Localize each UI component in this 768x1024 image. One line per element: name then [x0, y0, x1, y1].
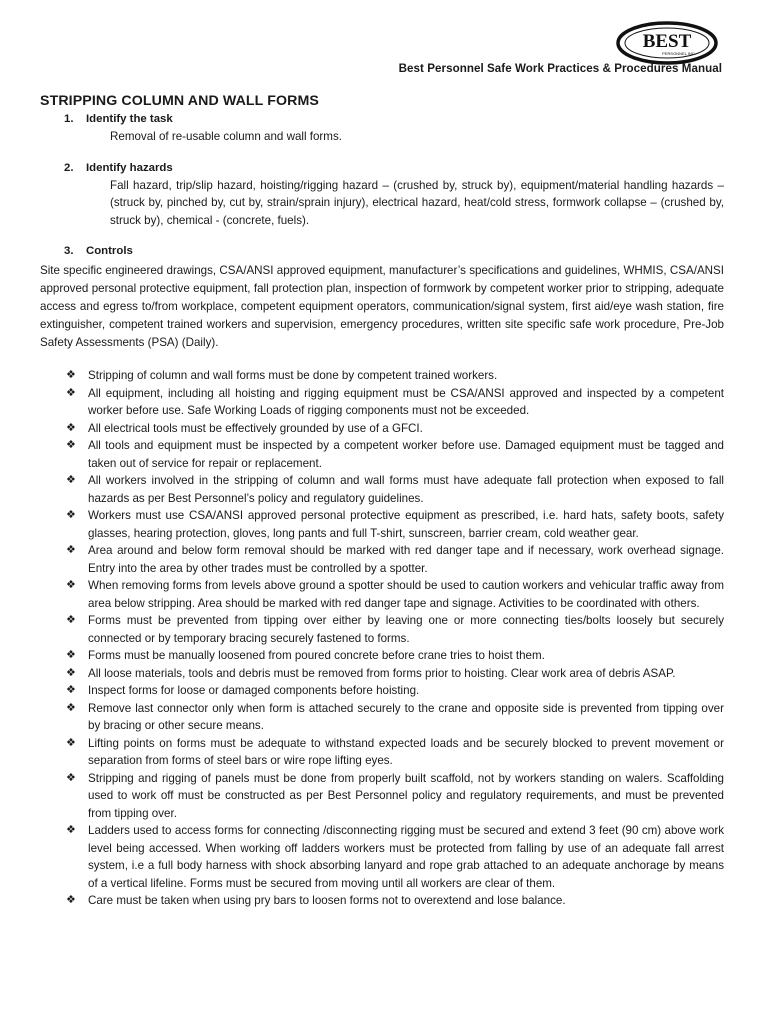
- diamond-bullet-icon: ❖: [66, 421, 76, 434]
- page-title: STRIPPING COLUMN AND WALL FORMS: [40, 93, 319, 109]
- section-heading: [40, 243, 724, 260]
- list-item-text: All workers involved in the stripping of column and wall forms must have adequate fall protection when exposed to fall hazards as per Best Personnel’s policy and regulatory guidelines.: [88, 474, 724, 505]
- diamond-bullet-icon: ❖: [66, 439, 76, 452]
- section-body: Removal of re-usable column and wall forms.: [110, 130, 342, 143]
- section-body: Fall hazard, trip/slip hazard, hoisting/rigging hazard – (crushed by, struck by), equipment/material handling hazards –(struck by, pinched by, cut by, strain/sprain injury), electrical hazard, heat/cold stress, formwork collapse – (crushed by, struck by), chemical - (concrete, fuels).: [110, 178, 724, 227]
- diamond-bullet-icon: ❖: [66, 824, 76, 837]
- diamond-bullet-icon: ❖: [66, 771, 76, 784]
- list-item-text: Workers must use CSA/ANSI approved personal protective equipment as prescribed, i.e. hard hats, safety boots, safety glasses, hearing protection, gloves, long pants and full T-shirt, sunscreen, barrier cream, cold weather gear.: [88, 509, 724, 540]
- list-item: [40, 665, 724, 683]
- list-item: [40, 385, 724, 420]
- list-item-text: Remove last connector only when form is attached securely to the crane and opposite side is prevented from tipping over by bracing or other secure means.: [88, 701, 724, 733]
- diamond-bullet-icon: ❖: [66, 649, 76, 662]
- list-item: [40, 420, 724, 438]
- list-item: [40, 700, 724, 735]
- logo-subtext: PERSONNEL INC.: [662, 51, 696, 56]
- section-heading: [40, 160, 724, 177]
- list-item-text: Ladders used to access forms for connecting /disconnecting rigging must be secured and extend 3 feet (90 cm) above work level being accessed. When working off ladders workers must be protected from falling by use of an adequate fall arrest system, i.e a full body harness with shock absorbing lanyard and rope grab attached to an adequate anchorage by means of a vertical lifeline. Forms must be secured from moving until all workers are clear of them.: [88, 824, 724, 890]
- section-controls: [40, 243, 724, 352]
- list-item: [40, 542, 724, 577]
- document-content: [40, 93, 724, 910]
- manual-title: Best Personnel Safe Work Practices & Procedures Manual: [398, 62, 722, 75]
- diamond-bullet-icon: ❖: [66, 736, 76, 749]
- company-logo: [615, 20, 719, 66]
- section-heading: [40, 111, 724, 128]
- diamond-bullet-icon: ❖: [66, 544, 76, 557]
- list-item: [40, 682, 724, 700]
- list-item-text: Lifting points on forms must be adequate to withstand expected loads and be securely blocked to prevent movement or separation from forms of steel bars or wire rope lifting eyes.: [88, 736, 724, 768]
- section-heading-text: Identify hazards: [86, 161, 173, 174]
- section-number: 2.: [64, 161, 74, 174]
- controls-body: Site specific engineered drawings, CSA/ANSI approved equipment, manufacturer’s specifications and guidelines, WHMIS, CSA/ANSI approved personal protective equipment, fall protection plan, inspection of formwork by competent worker prior to stripping, adequate access and egress to/from workplace, competent equipment operators, communication/signal system, first aid/eye wash station, fire extinguisher, competent trained workers and supervision, emergency procedures, written site specific safe work procedure, Pre-Job Safety Assessments (PSA) (Daily).: [40, 264, 724, 350]
- logo-text: BEST: [642, 31, 692, 52]
- diamond-bullet-icon: ❖: [66, 369, 76, 382]
- list-item-text: Inspect forms for loose or damaged components before hoisting.: [88, 684, 420, 698]
- list-item-text: All loose materials, tools and debris must be removed from forms prior to hoisting. Clear work area of debris ASAP.: [88, 666, 676, 680]
- section-heading-text: Identify the task: [86, 113, 173, 125]
- list-item: [40, 367, 724, 385]
- list-item: [40, 612, 724, 647]
- list-item-text: Forms must be prevented from tipping over either by leaving one or more connecting ties/bolts loosely but securely connected or by temporary bracing securely fastened to forms.: [88, 614, 724, 645]
- list-item-text: Stripping of column and wall forms must be done by competent trained workers.: [88, 369, 498, 383]
- diamond-bullet-icon: ❖: [66, 894, 76, 907]
- list-item: [40, 892, 724, 910]
- section-identify-hazards: [40, 160, 724, 230]
- diamond-bullet-icon: ❖: [66, 386, 76, 399]
- list-item-text: When removing forms from levels above ground a spotter should be used to caution workers and vehicular traffic away from area below stripping. Area should be marked with red danger tape and signage. Activities to be coordinated with others.: [88, 579, 724, 610]
- list-item: [40, 735, 724, 770]
- section-heading-text: Controls: [86, 245, 133, 258]
- section-number: 3.: [64, 245, 74, 258]
- list-item: [40, 437, 724, 472]
- list-item-text: All equipment, including all hoisting and rigging equipment must be CSA/ANSI approved and inspected by a competent worker before use. Safe Working Loads of rigging components must not be exceeded.: [88, 386, 724, 418]
- list-item: [40, 770, 724, 823]
- list-item: [40, 822, 724, 892]
- diamond-bullet-icon: ❖: [66, 474, 76, 487]
- diamond-bullet-icon: ❖: [66, 684, 76, 697]
- list-item: [40, 507, 724, 542]
- section-number: 1.: [64, 113, 74, 125]
- list-item-text: Forms must be manually loosened from poured concrete before crane tries to hoist them.: [88, 649, 545, 663]
- list-item-text: Stripping and rigging of panels must be done from properly built scaffold, not by workers standing on walers. Scaffolding used to work off must be constructed as per Best Personnel policy and regulatory requirements, and must be prevented from tipping over.: [88, 771, 724, 820]
- diamond-bullet-icon: ❖: [66, 509, 76, 522]
- list-item-text: All tools and equipment must be inspected by a competent worker before use. Damaged equipment must be tagged and taken out of service for repair or replacement.: [88, 439, 724, 470]
- list-item: [40, 577, 724, 612]
- list-item-text: Care must be taken when using pry bars to loosen forms not to overextend and lose balance.: [88, 894, 566, 908]
- list-item: [40, 472, 724, 507]
- list-item-text: All electrical tools must be effectively grounded by use of a GFCI.: [88, 421, 423, 435]
- bullet-list: [40, 367, 724, 910]
- list-item-text: Area around and below form removal should be marked with red danger tape and if necessary, work overhead signage. Entry into the area by other trades must be controlled by a spotter.: [88, 544, 724, 575]
- diamond-bullet-icon: ❖: [66, 614, 76, 627]
- diamond-bullet-icon: ❖: [66, 579, 76, 592]
- diamond-bullet-icon: ❖: [66, 701, 76, 714]
- diamond-bullet-icon: ❖: [66, 666, 76, 679]
- section-identify-task: [40, 111, 724, 146]
- list-item: [40, 647, 724, 665]
